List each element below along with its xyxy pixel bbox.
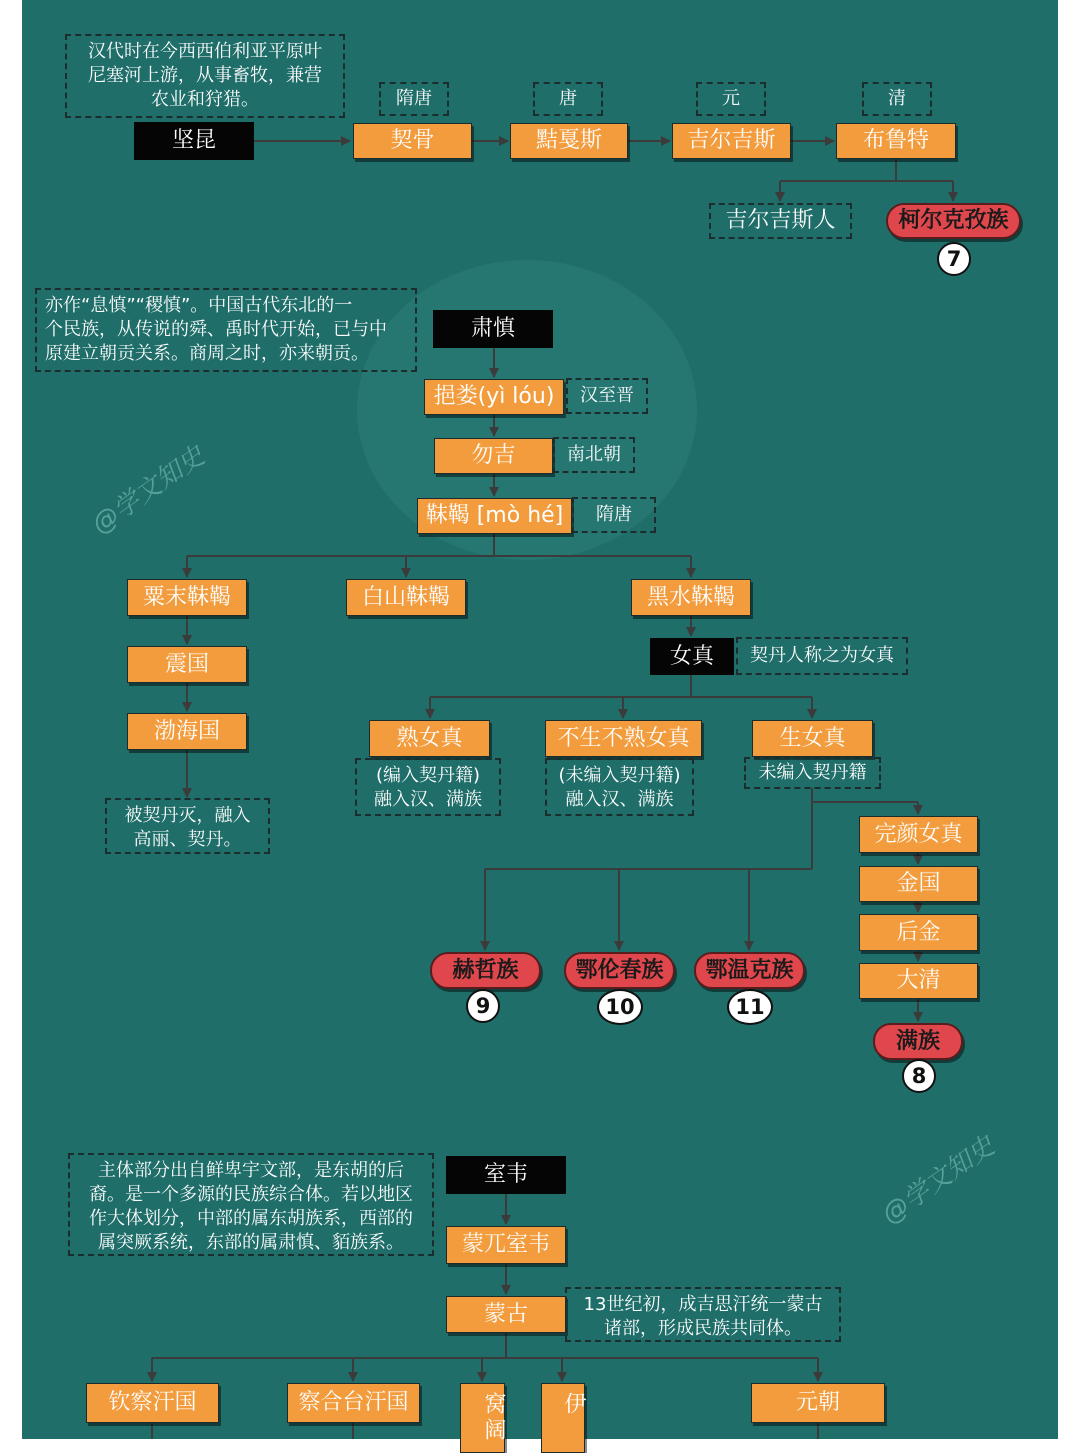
era-label-qing: 清 [862, 82, 932, 116]
node-manchu-ethnic: 满族 [873, 1023, 963, 1060]
node-shu-nuzhen: 熟女真 [369, 720, 490, 757]
era-label-suitang-2: 隋唐 [572, 497, 656, 533]
note-line: 高丽、契丹。 [133, 829, 242, 850]
description-line: 属突厥系统，东部的属肃慎、貊族系。 [98, 1232, 404, 1253]
bohai-note [105, 798, 270, 854]
nuzhen-note: 契丹人称之为女真 [736, 637, 908, 675]
node-wuji: 勿吉 [434, 438, 553, 474]
node-wanyan-nuzhen: 完颜女真 [859, 816, 978, 853]
bushengbushu-nuzhen-note [545, 758, 694, 816]
node-xiajiasi: 黠戛斯 [510, 123, 628, 159]
description-line: 尼塞河上游，从事畜牧，兼营 [88, 65, 322, 86]
node-shiwei: 室韦 [446, 1156, 566, 1194]
sushen-description [35, 288, 417, 372]
ethnic-number-badge: 11 [727, 989, 773, 1025]
description-line: 农业和狩猎。 [151, 89, 259, 110]
node-kirgiz-ethnic: 柯尔克孜族 [886, 203, 1021, 239]
description-line: 个民族，从传说的舜、禹时代开始，已与中 [45, 319, 387, 340]
node-jinguo: 金国 [859, 866, 978, 902]
note-line: 融入汉、满族 [374, 789, 482, 810]
node-hezhe-ethnic: 赫哲族 [430, 952, 541, 989]
shiwei-description [68, 1153, 434, 1256]
node-menggu: 蒙古 [446, 1296, 566, 1333]
era-label-hanjin: 汉至晋 [566, 378, 648, 414]
menggu-note [565, 1287, 841, 1342]
era-label-tang: 唐 [533, 82, 603, 116]
node-mohe: 靺鞨 [mò hé] [417, 498, 572, 534]
node-elunchun-ethnic: 鄂伦春族 [564, 952, 675, 989]
ethnic-number-badge: 7 [937, 242, 971, 276]
shu-nuzhen-note [355, 758, 501, 816]
node-jiankun: 坚昆 [134, 122, 254, 160]
description-line: 作大体划分，中部的属东胡族系，西部的 [89, 1208, 413, 1229]
node-mengwu-shiwei: 蒙兀室韦 [446, 1226, 566, 1264]
node-sumo-mohe: 粟末靺鞨 [127, 579, 247, 616]
node-houjin: 后金 [859, 914, 978, 951]
node-bulute: 布鲁特 [836, 123, 956, 159]
watermark-text: @学文知史 [876, 1130, 1001, 1231]
note-line: 诸部，形成民族共同体。 [604, 1318, 802, 1339]
note-line: 未编入契丹籍 [758, 762, 867, 783]
kunlun-description [65, 34, 345, 118]
note-line: 13世纪初，成吉思汗统一蒙古 [583, 1294, 823, 1315]
ethnic-number-badge: 8 [902, 1059, 936, 1093]
ethnic-number-badge: 10 [597, 989, 643, 1025]
description-line: 原建立朝贡关系。商周之时，亦来朝贡。 [45, 343, 369, 364]
node-yuanchao: 元朝 [751, 1383, 885, 1423]
node-nuzhen: 女真 [650, 638, 734, 675]
sheng-nuzhen-note [744, 757, 881, 789]
ethnic-number-badge: 9 [466, 989, 500, 1023]
node-yi-khanate: 伊 [541, 1383, 585, 1453]
era-label-suitang: 隋唐 [379, 82, 449, 116]
node-daqing: 大清 [859, 963, 978, 999]
note-line: 融入汉、满族 [565, 789, 674, 810]
node-heishui-mohe: 黑水靺鞨 [631, 579, 751, 616]
node-sushen: 肃慎 [433, 310, 553, 348]
watermark-text: @学文知史 [86, 440, 211, 541]
note-line: (编入契丹籍) [375, 765, 481, 786]
description-line: 裔。是一个多源的民族综合体。若以地区 [89, 1184, 413, 1205]
node-kyrgyz-people: 吉尔吉斯人 [709, 203, 852, 239]
node-sheng-nuzhen: 生女真 [752, 720, 873, 757]
node-ewenke-ethnic: 鄂温克族 [694, 952, 805, 989]
node-yilou: 挹娄(yì lóu) [424, 379, 564, 415]
node-wokuo-khanate: 窝阔 [460, 1383, 505, 1453]
description-line: 汉代时在今西西伯利亚平原叶 [88, 41, 322, 62]
node-jierjisi: 吉尔吉斯 [672, 123, 791, 159]
node-bushengbushu-nuzhen: 不生不熟女真 [545, 720, 702, 757]
era-label-nanbeichao: 南北朝 [553, 437, 635, 473]
node-baishan-mohe: 白山靺鞨 [346, 579, 466, 616]
note-line: (未编入契丹籍) [558, 765, 681, 786]
description-line: 主体部分出自鲜卑宇文部，是东胡的后 [98, 1160, 404, 1181]
node-qincha-khanate: 钦察汗国 [86, 1383, 219, 1423]
node-qigu: 契骨 [353, 123, 472, 159]
note-line: 被契丹灭，融入 [124, 805, 251, 826]
node-bohaiguo: 渤海国 [127, 713, 247, 750]
node-zhenguo: 震国 [127, 646, 247, 683]
era-label-yuan: 元 [696, 82, 766, 116]
node-chagatai-khanate: 察合台汗国 [287, 1383, 420, 1423]
description-line: 亦作“息慎”“稷慎”。中国古代东北的一 [45, 295, 353, 316]
